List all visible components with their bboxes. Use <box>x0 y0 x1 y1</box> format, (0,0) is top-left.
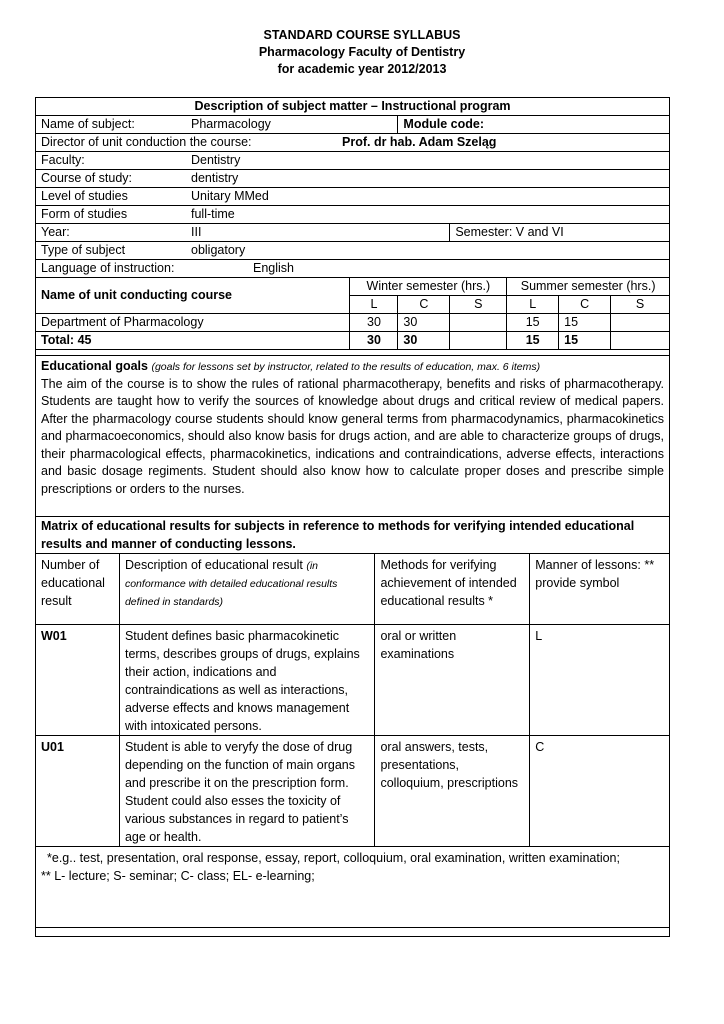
faculty-value: Dentistry <box>191 153 241 167</box>
year-label: Year: <box>41 225 70 239</box>
col-summer-l: L <box>507 296 559 314</box>
matrix-col-methods: Methods for verifying achievement of intended educational results * <box>375 554 530 625</box>
level-label: Level of studies <box>41 189 128 203</box>
document-header <box>0 27 724 78</box>
header-year: for academic year 2012/2013 <box>277 62 447 76</box>
goals-matrix-table <box>35 355 670 937</box>
matrix-col-number: Number of educational result <box>36 554 120 625</box>
type-label: Type of subject <box>41 243 126 257</box>
semester-cell: Semester: V and VI <box>450 224 670 242</box>
result-method: oral or written examinations <box>375 625 530 736</box>
total-summer-c: 15 <box>559 332 611 350</box>
table-row <box>36 625 670 736</box>
matrix-title: Matrix of educational results for subjects in reference to methods for verifying intended educational results and manner of conducting lessons. <box>36 517 670 554</box>
language-value: English <box>253 261 294 275</box>
table-row <box>36 736 670 847</box>
module-code-label: Module code: <box>398 116 670 134</box>
year-row <box>36 224 450 242</box>
goals-text: The aim of the course is to show the rules of rational pharmacotherapy, benefits and risks of pharmacotherapy. Students are taught how to verify the sources of knowledge about drugs and critical review of medical papers. After the pharmacology course students should know general terms from pharmacodynamics, pharmacokinetics and pharmacoeconomics, should also know basis for drugs action, and are able to characterize groups of drugs, their pharmacological effects, pharmacokinetics, indications and contraindications, adverse effects, interactions and basic dosage regiments. Student should also know how to calculate proper doses and prescribe simple prescriptions or orders to the nurses. <box>41 376 664 496</box>
dept-summer-c: 15 <box>559 314 611 332</box>
director-value: Prof. dr hab. Adam Szeląg <box>342 135 497 149</box>
director-row <box>36 134 670 152</box>
dept-winter-s <box>450 314 507 332</box>
col-winter-c: C <box>398 296 450 314</box>
dept-summer-s <box>611 314 670 332</box>
goals-cell <box>36 356 670 517</box>
dept-name: Department of Pharmacology <box>36 314 350 332</box>
col-winter-s: S <box>450 296 507 314</box>
result-id: W01 <box>36 625 120 736</box>
goals-note: (goals for lessons set by instructor, related to the results of education, max. 6 items) <box>151 361 541 373</box>
goals-title: Educational goals <box>41 359 148 373</box>
unit-label: Name of unit conducting course <box>36 278 350 314</box>
year-value: III <box>191 225 202 239</box>
dept-winter-c: 30 <box>398 314 450 332</box>
total-winter-s <box>450 332 507 350</box>
result-method: oral answers, tests, presentations, colloquium, prescriptions <box>375 736 530 847</box>
section-title: Description of subject matter – Instructional program <box>36 98 670 116</box>
result-id: U01 <box>36 736 120 847</box>
col-summer-s: S <box>611 296 670 314</box>
form-label: Form of studies <box>41 207 128 221</box>
course-value: dentistry <box>191 171 239 185</box>
col-summer-c: C <box>559 296 611 314</box>
matrix-col-description-label: Description of educational result <box>124 558 303 572</box>
director-label: Director of unit conduction the course: <box>41 135 252 149</box>
winter-label: Winter semester (hrs.) <box>350 278 507 296</box>
summer-label: Summer semester (hrs.) <box>507 278 670 296</box>
type-value: obligatory <box>191 243 246 257</box>
result-description: Student defines basic pharmacokinetic terms, describes groups of drugs, explains their action, indications and contraindications as well as interactions, adverse effects and knows management with intoxicated persons. <box>119 625 375 736</box>
type-row <box>36 242 670 260</box>
result-manner: L <box>530 625 670 736</box>
footnote-symbols: ** L- lecture; S- seminar; C- class; EL- e-learning; <box>41 869 315 883</box>
footnotes <box>36 847 670 937</box>
subject-row <box>36 116 398 134</box>
language-label: Language of instruction: <box>41 261 175 275</box>
level-row <box>36 188 670 206</box>
faculty-label: Faculty: <box>41 153 85 167</box>
result-manner: C <box>530 736 670 847</box>
language-row <box>36 260 670 278</box>
total-summer-l: 15 <box>507 332 559 350</box>
result-description: Student is able to veryfy the dose of drug depending on the function of main organs and prescribe it on the prescription form. Student could also esses the toxicity of various substances in regard to patient’s age or health. <box>119 736 375 847</box>
matrix-col-description <box>119 554 375 625</box>
matrix-col-manner: Manner of lessons: ** provide symbol <box>530 554 670 625</box>
matrix-col-description-note: (in conformance with detailed educational results defined in standards) <box>124 560 338 608</box>
total-summer-s <box>611 332 670 350</box>
col-winter-l: L <box>350 296 398 314</box>
subject-value: Pharmacology <box>191 117 271 131</box>
level-value: Unitary MMed <box>191 189 269 203</box>
course-row <box>36 170 670 188</box>
info-table <box>35 97 670 350</box>
footnote-methods: *e.g.. test, presentation, oral response, essay, report, colloquium, oral examination, written examination; <box>47 851 620 865</box>
course-label: Course of study: <box>41 171 133 185</box>
dept-summer-l: 15 <box>507 314 559 332</box>
subject-label: Name of subject: <box>41 117 135 131</box>
header-faculty: Pharmacology Faculty of Dentistry <box>258 45 466 59</box>
dept-winter-l: 30 <box>350 314 398 332</box>
total-winter-l: 30 <box>350 332 398 350</box>
form-value: full-time <box>191 207 235 221</box>
total-label: Total: 45 <box>36 332 350 350</box>
form-row <box>36 206 670 224</box>
total-winter-c: 30 <box>398 332 450 350</box>
faculty-row <box>36 152 670 170</box>
header-title: STANDARD COURSE SYLLABUS <box>263 28 461 42</box>
